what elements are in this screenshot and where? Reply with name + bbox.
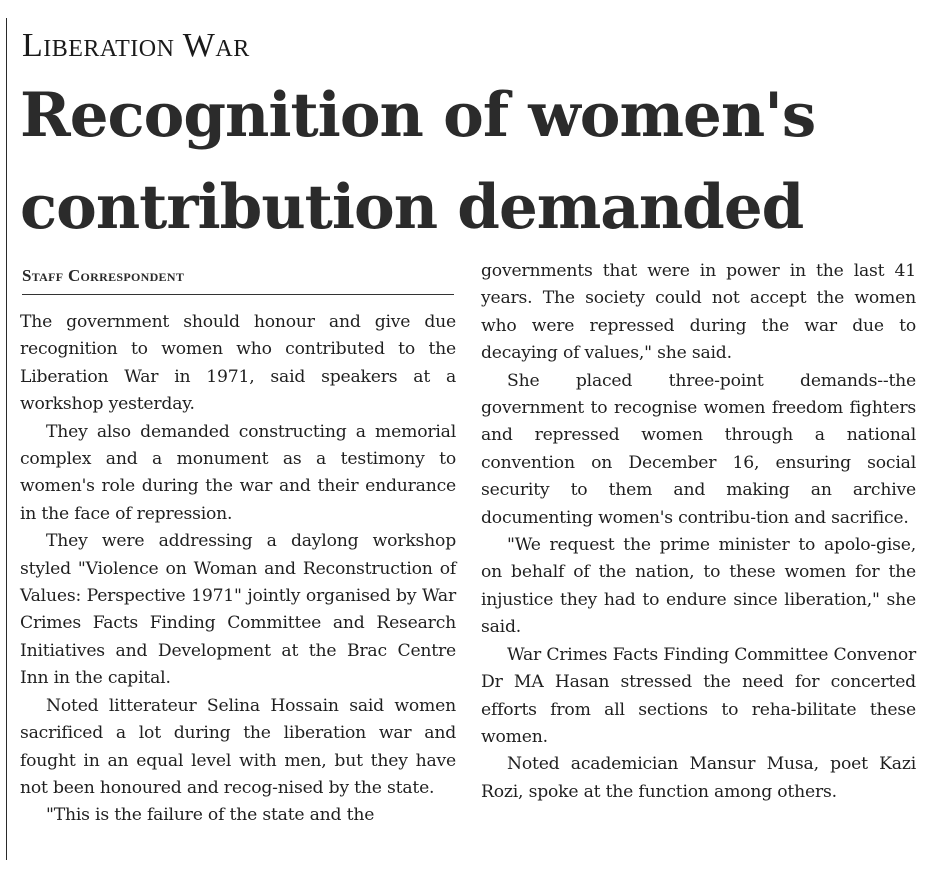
paragraph: Noted academician Mansur Musa, poet Kazi Rozi, spoke at the function among others. xyxy=(481,754,916,802)
paragraph: She placed three-point demands--the government to recognise women freedom fighters and repressed women through a national convention on December 16, ensuring social security to them and making an archive documenting women's contribu-tion and sacrifice. xyxy=(481,370,916,528)
paragraph: They also demanded constructing a memorial complex and a monument as a testimony to women's role during the war and their endurance in the face of repression. xyxy=(20,421,456,524)
paragraph: The government should honour and give due recognition to women who contributed to the Liberation War in 1971, said speakers at a workshop yesterday. xyxy=(20,312,456,415)
headline-line-2: contribution demanded xyxy=(20,172,804,243)
article-column-1 xyxy=(20,309,456,830)
paragraph: War Crimes Facts Finding Committee Convenor Dr MA Hasan stressed the need for concerted efforts from all sections to reha-bilitate these women. xyxy=(481,644,916,747)
paragraph: Noted litterateur Selina Hossain said women sacrificed a lot during the liberation war and fought in an equal level with men, but they have not been honoured and recog-nised by the state. xyxy=(20,695,456,798)
paragraph: "This is the failure of the state and the xyxy=(46,805,375,826)
byline: Staff Correspondent xyxy=(22,266,454,295)
headline xyxy=(20,70,920,254)
paragraph: governments that were in power in the last 41 years. The society could not accept the women who were repressed during the war due to decaying of values," she said. xyxy=(481,261,916,364)
column-rule xyxy=(6,18,7,860)
headline-line-1: Recognition of women's xyxy=(20,80,816,151)
section-kicker: Liberation War xyxy=(22,27,250,64)
article-column-2 xyxy=(481,258,916,806)
paragraph: "We request the prime minister to apolo-gise, on behalf of the nation, to these women for the injustice they had to endure since liberation," she said. xyxy=(481,535,916,638)
paragraph: They were addressing a daylong workshop styled "Violence on Woman and Reconstruction of Values: Perspective 1971" jointly organised by War Crimes Facts Finding Committee and Research Initiatives and Development at the Brac Centre Inn in the capital. xyxy=(20,531,456,689)
